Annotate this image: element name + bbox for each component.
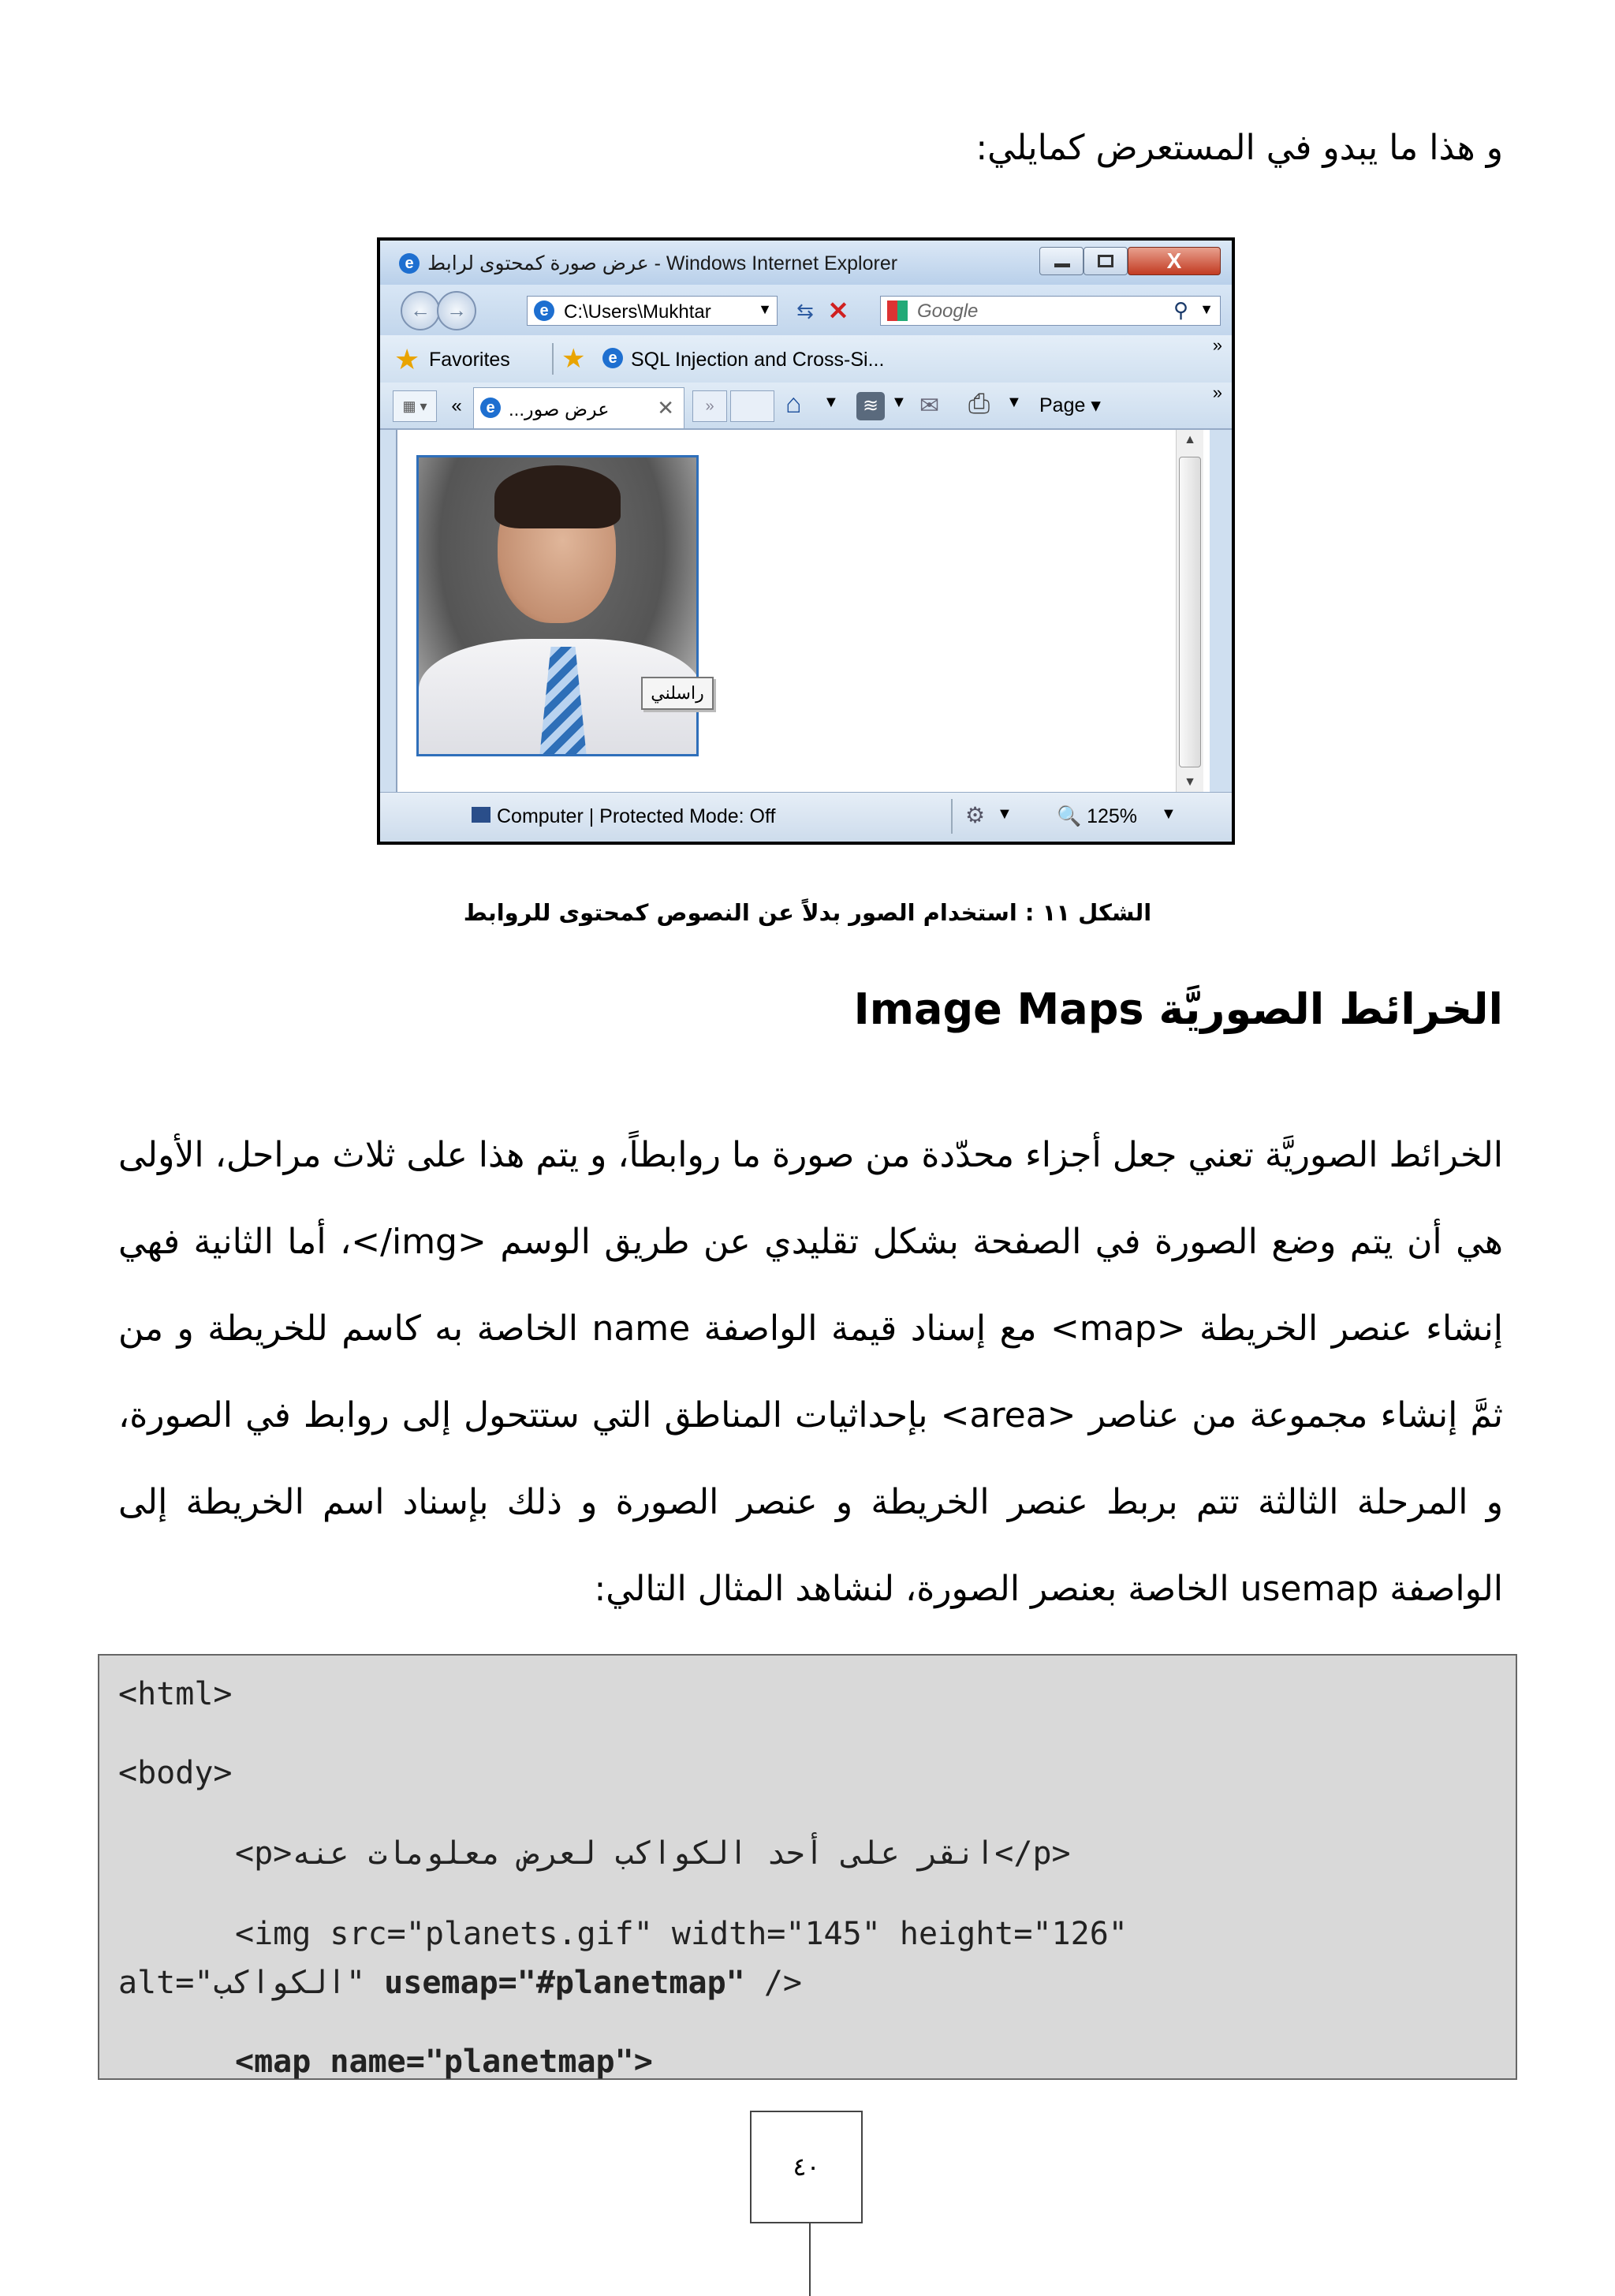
title-bar	[380, 241, 1232, 285]
close-icon: X	[1166, 248, 1182, 273]
status-bar	[380, 792, 1232, 842]
portrait-hair	[494, 465, 621, 528]
navigation-bar	[380, 285, 1232, 335]
scroll-up-icon[interactable]: ▲	[1184, 433, 1196, 446]
minimize-button[interactable]	[1039, 247, 1084, 275]
zoom-value: 125%	[1087, 805, 1138, 827]
code-text: usemap="#planetmap"	[384, 1965, 745, 2001]
search-input[interactable]	[880, 296, 1221, 326]
code-block	[98, 1654, 1517, 2080]
tab-scroll-icon[interactable]: »	[692, 390, 727, 422]
print-icon[interactable]: ⎙	[968, 389, 990, 419]
chevron-down-icon[interactable]: ▼	[1006, 394, 1022, 411]
address-bar[interactable]	[527, 296, 778, 326]
chevron-down-icon[interactable]: ▼	[823, 394, 839, 411]
code-line: <p>انقر على أحد الكواكب لعرض معلومات عنه</p>	[235, 1835, 1071, 1872]
new-tab-button[interactable]	[730, 390, 774, 422]
browser-screenshot	[377, 237, 1235, 845]
chevron-down-icon[interactable]: ▼	[997, 805, 1013, 823]
status-text: Computer | Protected Mode: Off	[497, 805, 776, 827]
page-footer-line	[809, 2223, 811, 2296]
home-icon[interactable]: ⌂	[785, 389, 802, 419]
page-icon: e	[602, 348, 623, 368]
body-paragraph: الخرائط الصوريَّة تعني جعل أجزاء محدّدة من صورة ما روابطاً، و يتم هذا على ثلاث مراحل، الأولى هي أن يتم وضع الصورة في الصفحة بشكل تقليدي عن طريق الوسم <img/>، أما الثانية فهي إنشاء عنصر الخريطة <map> مع إسناد قيمة الواصفة name الخاصة به كاسم للخريطة و من ثمَّ إنشاء مجموعة من عناصر <area> بإحداثيات المناطق التي ستتحول إلى روابط في الصورة، و المرحلة الثالثة تتم بربط عنصر الخريطة و عنصر الصورة و ذلك بإسناد اسم الخريطة إلى الواصفة usemap الخاصة بعنصر الصورة، لنشاهد المثال التالي:	[118, 1135, 1503, 1609]
divider	[951, 799, 953, 834]
chevron-right-icon[interactable]: »	[1212, 335, 1222, 355]
maximize-button[interactable]	[1084, 247, 1128, 275]
tab-bar	[380, 383, 1232, 430]
google-icon	[887, 301, 908, 321]
portrait-image-link[interactable]	[416, 455, 699, 756]
tab-list-icon[interactable]: «	[451, 395, 462, 416]
feed-icon[interactable]: ≋	[856, 392, 885, 420]
address-text: C:\Users\Mukhtar	[564, 301, 711, 323]
page-menu-button[interactable]: Page ▾	[1039, 394, 1101, 416]
add-favorite-icon[interactable]: ★	[561, 344, 586, 374]
tab-active[interactable]	[473, 387, 684, 428]
alt-tooltip: راسلني	[641, 677, 714, 710]
security-zone-icon[interactable]: ⚙	[965, 803, 986, 827]
back-button[interactable]: ←	[401, 291, 440, 330]
chevron-right-icon[interactable]: »	[1212, 383, 1222, 402]
tab-label: عرض صور...	[509, 399, 610, 420]
page-number: ٤٠	[750, 2111, 863, 2223]
search-icon[interactable]: ⚲	[1173, 298, 1188, 322]
stop-icon[interactable]: ✕	[827, 297, 849, 325]
page-icon: e	[534, 301, 554, 321]
window-title: عرض صورة كمحتوى لرابط - Windows Internet Explorer	[427, 252, 898, 274]
code-line: <html>	[118, 1676, 233, 1712]
close-icon[interactable]: ✕	[657, 396, 674, 420]
chevron-down-icon[interactable]: ▼	[758, 301, 772, 317]
vertical-scrollbar[interactable]	[1176, 430, 1203, 793]
intro-sentence: و هذا ما يبدو في المستعرض كمايلي:	[975, 128, 1503, 168]
page-viewport	[396, 430, 1210, 793]
scroll-down-icon[interactable]: ▼	[1184, 775, 1196, 789]
figure-caption: الشكل ١١ : استخدام الصور بدلاً عن النصوص كمحتوى للروابط	[463, 899, 1152, 926]
ie-logo-icon: e	[399, 253, 420, 274]
section-heading: الخرائط الصوريَّة Image Maps	[853, 984, 1503, 1034]
forward-button[interactable]: →	[437, 291, 476, 330]
zoom-level[interactable]: 🔍 125%	[1057, 805, 1138, 827]
code-text: alt="الكواكب"	[118, 1965, 385, 2001]
favorites-button[interactable]: Favorites	[429, 349, 510, 371]
favorites-bar	[380, 335, 1232, 383]
code-line: <img src="planets.gif" width="145" height="126"	[235, 1916, 1128, 1952]
close-button[interactable]	[1128, 247, 1221, 275]
page-icon: e	[480, 398, 501, 418]
refresh-icon[interactable]: ⇆	[796, 299, 814, 323]
favorite-link[interactable]: SQL Injection and Cross-Si...	[631, 349, 885, 371]
code-line: <map name="planetmap">	[235, 2044, 653, 2080]
code-line	[118, 1965, 802, 2001]
quick-tabs-icon[interactable]: ▦ ▾	[393, 390, 437, 422]
chevron-down-icon[interactable]: ▼	[1199, 301, 1214, 317]
chevron-down-icon[interactable]: ▼	[1161, 805, 1177, 823]
chevron-down-icon[interactable]: ▼	[891, 394, 907, 411]
favorites-star-icon: ★	[394, 343, 420, 375]
computer-icon	[472, 807, 490, 823]
scroll-thumb[interactable]	[1179, 457, 1201, 767]
code-text: />	[744, 1965, 802, 2001]
divider	[552, 343, 554, 375]
code-line: <body>	[118, 1755, 233, 1791]
search-placeholder: Google	[917, 301, 979, 322]
mail-icon[interactable]: ✉	[919, 393, 940, 419]
